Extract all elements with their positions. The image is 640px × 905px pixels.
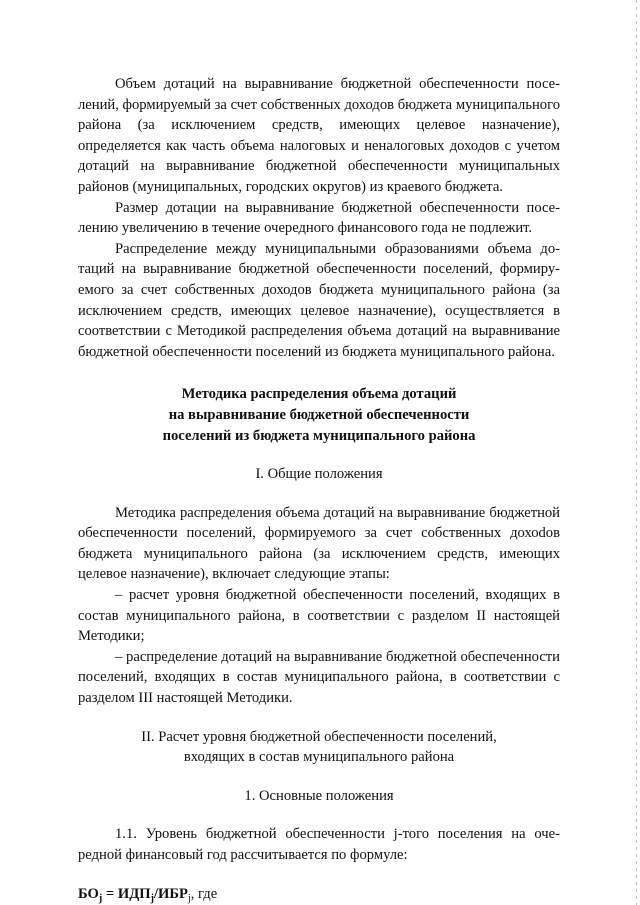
section-2-heading-line-1: II. Расчет уровня бюджетной обеспеченности поселений,: [141, 728, 497, 745]
methodology-title-line-1: Методика распределения объема дотаций: [181, 386, 457, 403]
section-2-paragraph-1-1: 1.1. Уровень бюджетной обеспеченности j-того поселения на очередной финансовый год рассчитывается по формуле:: [78, 826, 560, 863]
formula-bo-subscript: j: [98, 892, 103, 904]
methodology-title-line-2: на выравнивание бюджетной обеспеченности: [168, 406, 470, 423]
paragraph-dotation-size: Размер дотации на выравнивание бюджетной обеспеченности поселению увеличению в течение очередного финансового года не подлежит.: [78, 199, 560, 237]
formula-idp-subscript: j: [150, 892, 154, 904]
formula-budget-provision: [78, 884, 560, 905]
section-1-item-2: – распределение дотаций на выравнивание бюджетной обеспеченности поселений, входящих в состав муниципального района, в соответствии с разделом III настоящей Методики.: [78, 648, 560, 707]
document-body: [78, 74, 560, 904]
section-2-heading-line-2: входящих в состав муниципального района: [183, 749, 455, 766]
section-2-subheading: 1. Основные положения: [244, 787, 394, 804]
section-1-intro: Методика распределения объема дотаций на выравнивание бюджетной обеспеченности поселений, формируемого за счет собственных дохоdов бюджета муниципального района (за исключением средств, имеющих целевое назначение), включает следующие этапы:: [78, 504, 560, 583]
formula-ibr-subscript: j: [187, 892, 191, 904]
formula-slash-ibr: /ИБР: [153, 885, 188, 902]
methodology-title-line-3: поселений из бюджета муниципального района: [162, 427, 476, 444]
page-edge-line: [636, 0, 637, 905]
section-1-item-1: – расчет уровня бюджетной обеспеченности поселений, входящих в состав муниципального района, в соответствии с разделом II настоящей Методики;: [78, 587, 560, 645]
paragraph-dotation-volume: Объем дотаций на выравнивание бюджетной обеспеченности поселений, формируемый за счет собственных доходов бюджета муниципального района (за исключением средств, имеющих целевое назначение), определяется как часть объема налоговых и неналоговых доходов с учетом дотаций на выравнивание бюджетной обеспеченности муниципальных районов (муниципальных, городских округов) из краевого бюджета.: [78, 76, 560, 195]
formula-tail: , где: [190, 885, 218, 902]
section-2-heading: [78, 727, 560, 768]
section-1-heading: I. Общие положения: [255, 466, 383, 483]
formula-equals-idp: = ИДП: [102, 885, 151, 902]
formula-bo: БО: [78, 885, 99, 902]
paragraph-dotation-distribution: Распределение между муниципальными образованиями объема дотаций на выравнивание бюджетной обеспеченности поселений, формируемого за счет собственных доходов бюджета муниципального района (за исключением средств, имеющих целевое назначение), осуществляется в соответствии с Методикой распределения объема дотаций на выравнивание бюджетной обеспеченности поселений из бюджета муниципального района.: [78, 240, 560, 360]
methodology-title: [78, 384, 560, 446]
